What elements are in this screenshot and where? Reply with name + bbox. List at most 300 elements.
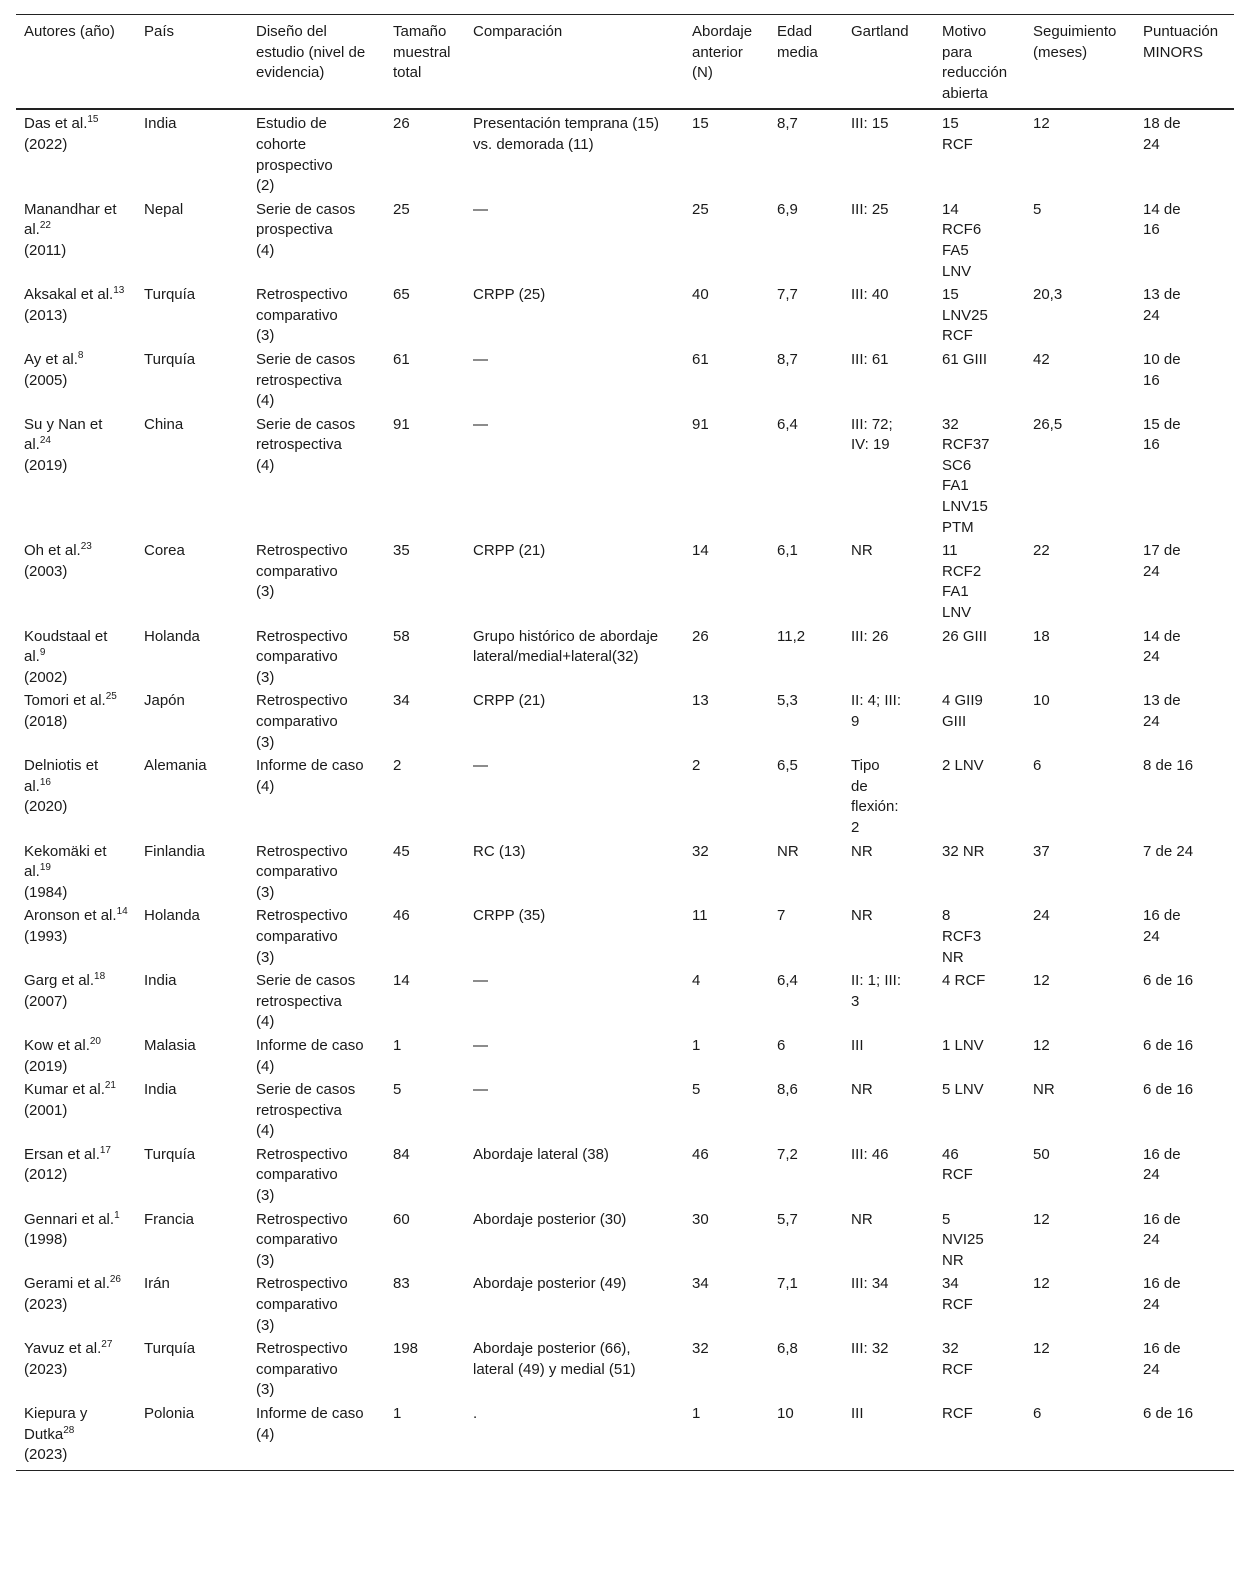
minors-cell: 17 de 24 <box>1143 542 1181 580</box>
reference-number: 28 <box>63 1424 75 1436</box>
country-cell: Turquía <box>144 1340 196 1358</box>
table-header <box>16 15 1234 110</box>
table-row <box>16 753 1234 838</box>
followup-cell: 12 <box>1033 115 1050 133</box>
reference-number: 15 <box>87 114 99 126</box>
followup-cell: 10 <box>1033 692 1050 710</box>
publication-year: (2023) <box>24 1296 68 1314</box>
gartland-cell: III <box>851 1036 864 1054</box>
followup-cell: 26,5 <box>1033 415 1063 433</box>
reference-number: 23 <box>80 541 92 553</box>
followup-cell: NR <box>1033 1081 1055 1099</box>
gartland-cell: II: 4; III: 9 <box>851 692 902 730</box>
minors-cell: 13 de 24 <box>1143 286 1181 324</box>
reason-cell: 5 NVI25 NR <box>942 1210 984 1269</box>
followup-cell: 5 <box>1033 200 1042 218</box>
mean-age-cell: 6,9 <box>777 200 798 218</box>
authors-cell <box>16 282 136 347</box>
authors-cell <box>16 412 136 539</box>
publication-year: (2019) <box>24 1057 68 1075</box>
anterior-approach-cell: 32 <box>692 842 709 860</box>
publication-year: (2012) <box>24 1166 68 1184</box>
country-cell: India <box>144 115 177 133</box>
author-names: Ay et al. <box>24 350 78 368</box>
followup-cell: 42 <box>1033 350 1050 368</box>
gartland-cell: NR <box>851 542 873 560</box>
header-col-authors: Autores (año) <box>24 23 115 40</box>
table-row <box>16 538 1234 623</box>
sample-size-cell: 25 <box>393 200 410 218</box>
header-col-sample-size: Tamaño muestral total <box>393 23 451 82</box>
country-cell: Holanda <box>144 907 200 925</box>
country-cell: Japón <box>144 692 185 710</box>
author-names: Koudstaal et al. <box>24 627 108 666</box>
reference-number: 14 <box>116 906 128 918</box>
reason-cell: 15 LNV25 RCF <box>942 286 988 345</box>
design-cell: Informe de caso (4) <box>256 1405 364 1443</box>
table-row <box>16 347 1234 412</box>
reference-number: 25 <box>105 691 117 703</box>
authors-cell <box>16 968 136 1033</box>
comparison-cell: — <box>473 972 488 990</box>
reference-number: 19 <box>39 862 51 874</box>
reference-number: 24 <box>39 435 51 447</box>
minors-cell: 6 de 16 <box>1143 1405 1194 1422</box>
followup-cell: 37 <box>1033 842 1050 860</box>
reference-number: 9 <box>39 647 46 659</box>
table-row <box>16 1142 1234 1207</box>
table-row <box>16 968 1234 1033</box>
country-cell: India <box>144 1081 177 1099</box>
authors-cell <box>16 109 136 196</box>
minors-cell: 16 de 24 <box>1143 1210 1181 1249</box>
anterior-approach-cell: 25 <box>692 200 709 218</box>
gartland-cell: Tipo de flexión: 2 <box>851 757 899 836</box>
table-row <box>16 197 1234 282</box>
mean-age-cell: 6,4 <box>777 415 798 433</box>
reason-cell: 32 NR <box>942 842 985 860</box>
anterior-approach-cell: 2 <box>692 757 701 775</box>
gartland-cell: III <box>851 1405 864 1422</box>
authors-cell <box>16 538 136 623</box>
author-names: Ersan et al. <box>24 1145 100 1163</box>
gartland-cell: III: 32 <box>851 1340 889 1358</box>
reference-number: 17 <box>99 1144 111 1156</box>
minors-cell: 13 de 24 <box>1143 692 1181 730</box>
authors-cell <box>16 839 136 904</box>
gartland-cell: NR <box>851 842 873 860</box>
gartland-cell: III: 34 <box>851 1275 889 1293</box>
reference-number: 13 <box>113 285 125 297</box>
header-col-country: País <box>144 23 175 40</box>
followup-cell: 50 <box>1033 1145 1050 1163</box>
author-names: Su y Nan et al. <box>24 415 103 454</box>
author-names: Das et al. <box>24 115 88 133</box>
authors-cell <box>16 1401 136 1470</box>
authors-cell <box>16 347 136 412</box>
gartland-cell: NR <box>851 1081 873 1099</box>
sample-size-cell: 35 <box>393 542 410 560</box>
reason-cell: 32 RCF <box>942 1340 973 1378</box>
table-row <box>16 282 1234 347</box>
comparison-cell: RC (13) <box>473 842 526 860</box>
mean-age-cell: 11,2 <box>777 627 806 645</box>
publication-year: (2023) <box>24 1446 68 1464</box>
gartland-cell: III: 25 <box>851 200 889 218</box>
author-names: Manandhar et al. <box>24 200 117 239</box>
gartland-cell: III: 46 <box>851 1145 889 1163</box>
gartland-cell: III: 72; IV: 19 <box>851 415 893 454</box>
table-row <box>16 1401 1234 1470</box>
followup-cell: 20,3 <box>1033 286 1063 304</box>
design-cell: Retrospectivo comparativo (3) <box>256 842 348 901</box>
publication-year: (2023) <box>24 1360 68 1378</box>
header-col-minors-score: Puntuación MINORS <box>1143 23 1219 61</box>
reason-cell: 2 LNV <box>942 757 984 775</box>
design-cell: Serie de casos prospectiva (4) <box>256 200 356 259</box>
reference-number: 20 <box>89 1035 101 1047</box>
sample-size-cell: 198 <box>393 1340 419 1358</box>
authors-cell <box>16 197 136 282</box>
country-cell: Francia <box>144 1210 195 1228</box>
authors-cell <box>16 1207 136 1272</box>
country-cell: Finlandia <box>144 842 205 860</box>
studies-table <box>16 14 1234 1471</box>
reason-cell: 5 LNV <box>942 1081 984 1099</box>
reason-cell: 61 GIII <box>942 350 988 368</box>
design-cell: Retrospectivo comparativo (3) <box>256 542 348 601</box>
country-cell: Holanda <box>144 627 200 645</box>
country-cell: Irán <box>144 1275 170 1293</box>
table-row <box>16 1077 1234 1142</box>
publication-year: (1984) <box>24 883 68 901</box>
reference-number: 26 <box>109 1274 121 1286</box>
design-cell: Retrospectivo comparativo (3) <box>256 286 348 345</box>
reason-cell: 4 GII9 GIII <box>942 692 983 730</box>
gartland-cell: III: 61 <box>851 350 889 368</box>
reason-cell: 26 GIII <box>942 627 988 645</box>
author-names: Kekomäki et al. <box>24 842 107 881</box>
reason-cell: 8 RCF3 NR <box>942 907 982 966</box>
table-row <box>16 839 1234 904</box>
reference-number: 8 <box>77 349 84 361</box>
table-body <box>16 109 1234 1470</box>
mean-age-cell: 5,3 <box>777 692 798 710</box>
minors-cell: 7 de 24 <box>1143 842 1194 860</box>
anterior-approach-cell: 1 <box>692 1405 701 1422</box>
author-names: Kumar et al. <box>24 1081 105 1099</box>
anterior-approach-cell: 34 <box>692 1275 709 1293</box>
mean-age-cell: 7 <box>777 907 786 925</box>
design-cell: Informe de caso (4) <box>256 757 364 795</box>
gartland-cell: NR <box>851 1210 873 1228</box>
country-cell: China <box>144 415 184 433</box>
table-row <box>16 109 1234 196</box>
author-names: Delniotis et al. <box>24 757 99 795</box>
followup-cell: 12 <box>1033 1036 1050 1054</box>
anterior-approach-cell: 40 <box>692 286 709 304</box>
followup-cell: 24 <box>1033 907 1050 925</box>
header-col-anterior-approach: Abordaje anterior (N) <box>692 23 753 82</box>
design-cell: Retrospectivo comparativo (3) <box>256 1145 348 1205</box>
sample-size-cell: 14 <box>393 972 410 990</box>
design-cell: Estudio de cohorte prospectivo (2) <box>256 115 333 195</box>
comparison-cell: — <box>473 1081 488 1099</box>
mean-age-cell: 8,7 <box>777 350 798 368</box>
table-row <box>16 624 1234 689</box>
reference-number: 27 <box>101 1339 113 1351</box>
reason-cell: 15 RCF <box>942 115 973 153</box>
table-row <box>16 1033 1234 1077</box>
mean-age-cell: 7,1 <box>777 1275 798 1293</box>
anterior-approach-cell: 46 <box>692 1145 709 1163</box>
country-cell: Nepal <box>144 200 184 218</box>
publication-year: (1993) <box>24 927 68 945</box>
comparison-cell: Abordaje lateral (38) <box>473 1145 609 1163</box>
followup-cell: 6 <box>1033 1405 1042 1422</box>
minors-cell: 14 de 24 <box>1143 627 1181 666</box>
publication-year: (2003) <box>24 562 68 580</box>
author-names: Gennari et al. <box>24 1210 115 1228</box>
comparison-cell: Presentación temprana (15) vs. demorada (11) <box>473 115 659 153</box>
comparison-cell: — <box>473 1036 488 1054</box>
authors-cell <box>16 688 136 753</box>
reason-cell: 34 RCF <box>942 1275 973 1314</box>
minors-cell: 6 de 16 <box>1143 1081 1194 1099</box>
table-row <box>16 688 1234 753</box>
comparison-cell: — <box>473 415 488 433</box>
publication-year: (2018) <box>24 713 68 730</box>
table-row <box>16 903 1234 968</box>
reason-cell: RCF <box>942 1405 973 1422</box>
reason-cell: 32 RCF37 SC6 FA1 LNV15 PTM <box>942 415 990 536</box>
sample-size-cell: 1 <box>393 1036 402 1054</box>
author-names: Kiepura y Dutka <box>24 1405 88 1443</box>
publication-year: (2001) <box>24 1101 68 1119</box>
mean-age-cell: 8,6 <box>777 1081 798 1099</box>
reference-number: 22 <box>39 220 51 232</box>
mean-age-cell: 10 <box>777 1405 794 1422</box>
mean-age-cell: 7,7 <box>777 286 798 304</box>
design-cell: Informe de caso (4) <box>256 1036 364 1075</box>
header-col-followup: Seguimiento (meses) <box>1033 23 1117 61</box>
publication-year: (2019) <box>24 456 68 474</box>
table-row <box>16 412 1234 539</box>
minors-cell: 8 de 16 <box>1143 757 1194 775</box>
authors-cell <box>16 624 136 689</box>
sample-size-cell: 60 <box>393 1210 410 1228</box>
reason-cell: 11 RCF2 FA1 LNV <box>942 542 982 622</box>
followup-cell: 18 <box>1033 627 1050 645</box>
sample-size-cell: 61 <box>393 350 410 368</box>
header-col-design: Diseño del estudio (nivel de evidencia) <box>256 23 366 82</box>
country-cell: Corea <box>144 542 185 560</box>
sample-size-cell: 2 <box>393 757 402 775</box>
sample-size-cell: 91 <box>393 415 410 433</box>
followup-cell: 12 <box>1033 1340 1050 1358</box>
minors-cell: 18 de 24 <box>1143 115 1181 153</box>
reference-number: 1 <box>114 1209 120 1221</box>
mean-age-cell: 6,1 <box>777 542 798 560</box>
mean-age-cell: 6,5 <box>777 757 798 775</box>
design-cell: Retrospectivo comparativo (3) <box>256 1340 348 1399</box>
anterior-approach-cell: 30 <box>692 1210 709 1228</box>
anterior-approach-cell: 61 <box>692 350 709 368</box>
followup-cell: 22 <box>1033 542 1050 560</box>
mean-age-cell: 5,7 <box>777 1210 798 1228</box>
comparison-cell: CRPP (21) <box>473 542 546 560</box>
mean-age-cell: 7,2 <box>777 1145 798 1163</box>
header-col-open-reduction-reason: Motivo para reducción abierta <box>942 23 1008 102</box>
anterior-approach-cell: 13 <box>692 692 709 710</box>
country-cell: Turquía <box>144 1145 196 1163</box>
author-names: Oh et al. <box>24 542 81 560</box>
sample-size-cell: 1 <box>393 1405 402 1422</box>
country-cell: India <box>144 972 177 990</box>
country-cell: Turquía <box>144 350 196 368</box>
reference-number: 16 <box>39 776 51 788</box>
sample-size-cell: 84 <box>393 1145 410 1163</box>
comparison-cell: Abordaje posterior (49) <box>473 1275 627 1293</box>
minors-cell: 6 de 16 <box>1143 1036 1194 1054</box>
gartland-cell: III: 40 <box>851 286 889 304</box>
authors-cell <box>16 753 136 838</box>
table-row <box>16 1271 1234 1336</box>
design-cell: Retrospectivo comparativo (3) <box>256 1210 348 1269</box>
authors-cell <box>16 1271 136 1336</box>
sample-size-cell: 26 <box>393 115 410 133</box>
comparison-cell: CRPP (21) <box>473 692 546 710</box>
country-cell: Malasia <box>144 1036 196 1054</box>
minors-cell: 15 de 16 <box>1143 415 1181 454</box>
anterior-approach-cell: 1 <box>692 1036 701 1054</box>
authors-cell <box>16 1077 136 1142</box>
header-row <box>16 15 1234 110</box>
sample-size-cell: 5 <box>393 1081 402 1099</box>
minors-cell: 16 de 24 <box>1143 1145 1181 1184</box>
author-names: Gerami et al. <box>24 1275 110 1293</box>
sample-size-cell: 65 <box>393 286 410 304</box>
publication-year: (2011) <box>24 241 67 259</box>
design-cell: Retrospectivo comparativo (3) <box>256 692 348 751</box>
anterior-approach-cell: 32 <box>692 1340 709 1358</box>
reference-number: 18 <box>94 971 106 983</box>
design-cell: Serie de casos retrospectiva (4) <box>256 350 356 410</box>
followup-cell: 12 <box>1033 1275 1050 1293</box>
design-cell: Retrospectivo comparativo (3) <box>256 1275 348 1334</box>
table-row <box>16 1336 1234 1401</box>
author-names: Garg et al. <box>24 972 95 990</box>
header-col-comparison: Comparación <box>473 23 563 40</box>
minors-cell: 6 de 16 <box>1143 972 1194 990</box>
design-cell: Serie de casos retrospectiva (4) <box>256 972 356 1031</box>
author-names: Yavuz et al. <box>24 1340 102 1358</box>
authors-cell <box>16 1142 136 1207</box>
comparison-cell: — <box>473 757 488 775</box>
minors-cell: 10 de 16 <box>1143 350 1181 389</box>
author-names: Kow et al. <box>24 1036 90 1054</box>
reason-cell: 46 RCF <box>942 1145 973 1184</box>
anterior-approach-cell: 5 <box>692 1081 701 1099</box>
reason-cell: 1 LNV <box>942 1036 984 1054</box>
gartland-cell: III: 15 <box>851 115 889 133</box>
minors-cell: 14 de 16 <box>1143 200 1181 239</box>
followup-cell: 12 <box>1033 1210 1050 1228</box>
anterior-approach-cell: 91 <box>692 415 709 433</box>
publication-year: (2002) <box>24 668 68 686</box>
design-cell: Serie de casos retrospectiva (4) <box>256 1081 356 1140</box>
mean-age-cell: NR <box>777 842 799 860</box>
mean-age-cell: 6,8 <box>777 1340 798 1358</box>
minors-cell: 16 de 24 <box>1143 1340 1181 1378</box>
author-names: Tomori et al. <box>24 692 106 710</box>
mean-age-cell: 6 <box>777 1036 786 1054</box>
header-col-gartland: Gartland <box>851 23 909 40</box>
publication-year: (2007) <box>24 992 68 1010</box>
author-names: Aronson et al. <box>24 907 117 925</box>
comparison-cell: — <box>473 350 488 368</box>
anterior-approach-cell: 26 <box>692 627 709 645</box>
sample-size-cell: 58 <box>393 627 410 645</box>
reason-cell: 4 RCF <box>942 972 986 990</box>
author-names: Aksakal et al. <box>24 286 114 304</box>
authors-cell <box>16 903 136 968</box>
anterior-approach-cell: 4 <box>692 972 701 990</box>
reference-number: 21 <box>104 1080 116 1092</box>
anterior-approach-cell: 15 <box>692 115 709 133</box>
gartland-cell: III: 26 <box>851 627 889 645</box>
table-row <box>16 1207 1234 1272</box>
authors-cell <box>16 1033 136 1077</box>
country-cell: Alemania <box>144 757 207 775</box>
design-cell: Serie de casos retrospectiva (4) <box>256 415 356 474</box>
header-col-mean-age: Edad media <box>777 23 818 61</box>
comparison-cell: CRPP (25) <box>473 286 546 304</box>
publication-year: (2022) <box>24 135 68 153</box>
gartland-cell: NR <box>851 907 873 925</box>
reason-cell: 14 RCF6 FA5 LNV <box>942 200 982 280</box>
comparison-cell: Abordaje posterior (30) <box>473 1210 627 1228</box>
mean-age-cell: 6,4 <box>777 972 798 990</box>
gartland-cell: II: 1; III: 3 <box>851 972 902 1010</box>
design-cell: Retrospectivo comparativo (3) <box>256 907 348 966</box>
sample-size-cell: 45 <box>393 842 410 860</box>
sample-size-cell: 34 <box>393 692 410 710</box>
followup-cell: 6 <box>1033 757 1042 775</box>
comparison-cell: . <box>473 1405 478 1422</box>
anterior-approach-cell: 11 <box>692 907 708 925</box>
publication-year: (2013) <box>24 306 68 324</box>
comparison-cell: Grupo histórico de abordaje lateral/medial+lateral(32) <box>473 627 659 666</box>
comparison-cell: — <box>473 200 488 218</box>
comparison-cell: CRPP (35) <box>473 907 546 925</box>
authors-cell <box>16 1336 136 1401</box>
design-cell: Retrospectivo comparativo (3) <box>256 627 348 686</box>
comparison-cell: Abordaje posterior (66), lateral (49) y medial (51) <box>473 1340 636 1378</box>
publication-year: (2005) <box>24 371 68 389</box>
publication-year: (1998) <box>24 1231 68 1249</box>
country-cell: Turquía <box>144 286 196 304</box>
mean-age-cell: 8,7 <box>777 115 798 133</box>
country-cell: Polonia <box>144 1405 195 1422</box>
minors-cell: 16 de 24 <box>1143 907 1181 945</box>
minors-cell: 16 de 24 <box>1143 1275 1181 1314</box>
anterior-approach-cell: 14 <box>692 542 709 560</box>
followup-cell: 12 <box>1033 972 1050 990</box>
publication-year: (2020) <box>24 798 68 816</box>
sample-size-cell: 83 <box>393 1275 410 1293</box>
sample-size-cell: 46 <box>393 907 410 925</box>
